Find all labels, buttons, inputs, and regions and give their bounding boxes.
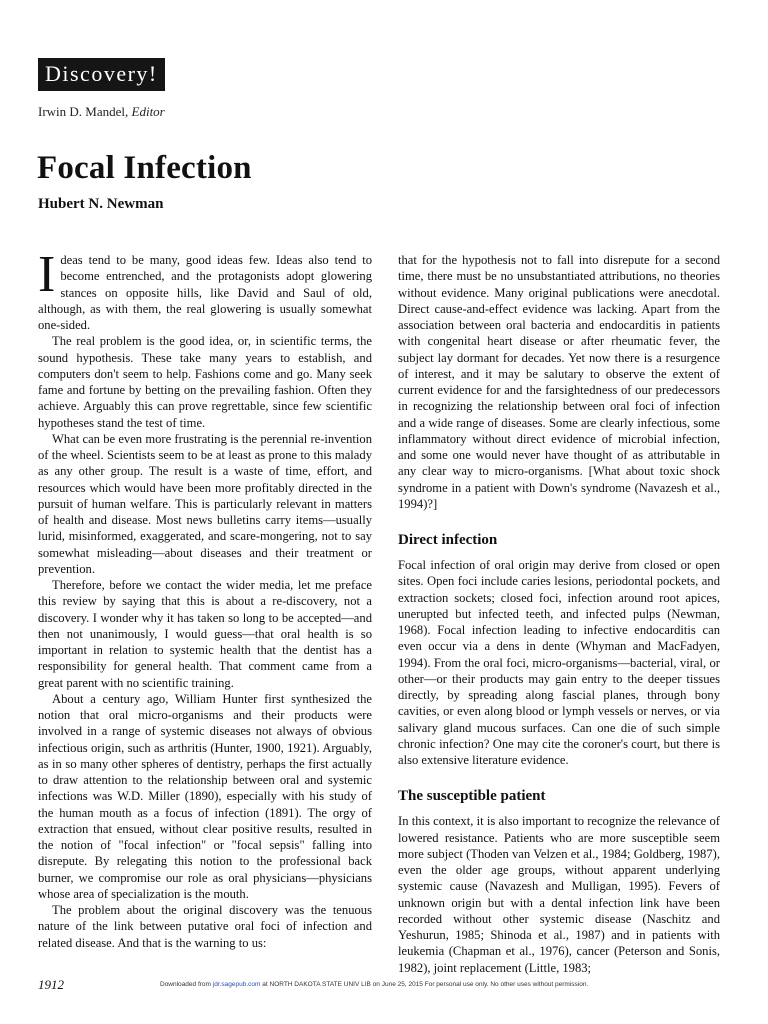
editor-line bbox=[38, 104, 165, 120]
paragraph: Ideas tend to be many, good ideas few. Ideas also tend to become entrenched, and the protagonists adopt glowering stances on opposite hills, like David and Saul of old, although, as with them, the real glowering is usually somewhat one-sided. bbox=[38, 246, 372, 332]
right-column bbox=[398, 252, 720, 976]
drop-cap: I bbox=[38, 246, 56, 303]
left-column bbox=[38, 246, 372, 951]
paragraph: In this context, it is also important to recognize the relevance of lowered resistance. Patients who are more susceptible seem more subject (Thoden van Velzen et al., 1984; Goldberg, 1987), even the older age groups, without apparent underlying systemic cause (Navazesh and Mulligan, 1995). Fevers of unknown origin but with a dental infection link have been recorded without other systemic disease (Naschitz and Yeshurun, 1985; Shinoda et al., 1987) and in patients with leukemia (Chapman et al., 1976), cancer (Peterson and Sonis, 1982), joint replacement (Little, 1983; bbox=[398, 814, 720, 975]
paragraph: Therefore, before we contact the wider media, let me preface this review by saying that this is about a re-discovery, not a discovery. I wonder why it has taken so long to be accepted—and then not unanimously, I would guess—that oral health is so important in relation to systemic health that the dentist has a responsibility for general health. That comment came from a great parent with no scientific training. bbox=[38, 578, 372, 690]
download-link[interactable]: jdr.sagepub.com bbox=[212, 981, 261, 988]
section-heading-direct-infection: Direct infection bbox=[398, 532, 498, 548]
page-number: 1912 bbox=[38, 977, 64, 992]
article-author: Hubert N. Newman bbox=[38, 196, 164, 212]
paragraph: What can be even more frustrating is the perennial re-invention of the wheel. Scientists seem to be at least as prone to this malady as any other group. The result is a waste of time, effort, and resources which would have been more profitably directed in the pursuit of human welfare. This is particularly relevant in matters of health and disease. Most news bulletins carry items—usually lurid, misinformed, exaggerated, and scare-mongering, not to say somewhat misleading—about diseases and their treatment or prevention. bbox=[38, 431, 372, 576]
editor-role: Editor bbox=[131, 104, 165, 119]
paragraph: Focal infection of oral origin may derive from closed or open sites. Open foci include caries lesions, periodontal pockets, and extraction sockets; closed foci, infection around root apices, unerupted but infected teeth, and infected pulps (Newman, 1968). Focal infection leading to infective endocarditis can even occur via a dens in dente (Whyman and MacFadyen, 1994). From the oral foci, micro-organisms—bacterial, viral, or other—or their products may gain entry to the deeper tissues directly, by spreading along fascial planes, through bony cavities, or even along blood or lymph vessels or nerves, or via salivary gland mucous surfaces. Can one die of such simple chronic infection? One may cite the coroner's court, but there is also extensive literature evidence. bbox=[398, 558, 720, 767]
section-badge: Discovery! bbox=[38, 58, 165, 91]
paragraph: The problem about the original discovery was the tenuous nature of the link between putative oral foci of infection and related disease. And that is the warning to us: bbox=[38, 903, 372, 950]
paragraph: The real problem is the good idea, or, in scientific terms, the sound hypothesis. These take many years to establish, and computers don't seem to help. Fashions come and go. Many seek fame and fortune by betting on the prevailing fashion. Often they achieve. Arguably this can prove regrettable, since few scientific hypotheses stand the test of time. bbox=[38, 334, 372, 430]
paragraph: About a century ago, William Hunter first synthesized the notion that oral micro-organisms and their products were involved in a range of systemic diseases not always of obvious infectious origin, such as arthritis (Hunter, 1900, 1921). Arguably, as in so many other spheres of dentistry, perhaps the first actually to draw attention to the relationship between oral and systemic infections was W.D. Miller (1890), especially with his study of the human mouth as a focus of infection (1891). The orgy of extraction that ensued, without clear positive results, resulted in the notion of "focal infection" or "focal sepsis" falling into disrepute. By relegating this notion to the professional back burner, we compromise our role as oral physicians—physicians whose area of specialization is the mouth. bbox=[38, 691, 372, 901]
section-heading-susceptible-patient: The susceptible patient bbox=[398, 788, 546, 805]
article-title: Focal Infection bbox=[37, 150, 252, 186]
download-notice: Downloaded from jdr.sagepub.com at NORTH DAKOTA STATE UNIV LIB on June 25, 2015 For personal use only. No other uses without permission. bbox=[160, 981, 589, 988]
paragraph: that for the hypothesis not to fall into disrepute for a second time, there must be no unsubstantiated attributions, no theories without evidence. Many original publications were anecdotal. Direct cause-and-effect evidence was lacking. Apart from the association between oral bacteria and endocarditis in patients with congenital heart disease or after rheumatic fever, the subject lay dormant for decades. Yet now there is a resurgence of interest, and it may be salutary to observe the extent of current evidence for and the farsightedness of our predecessors in recognizing the relationship between oral foci of infection and a wide range of diseases. Some are clearly infectious, some inflammatory without direct evidence of microbial infection, and some one would never have thought of as attributable in any clear way to micro-organisms. [What about toxic shock syndrome in a patient with Down's syndrome (Navazesh et al., 1994)?] bbox=[398, 253, 720, 511]
editor-name: Irwin D. Mandel, bbox=[38, 104, 129, 119]
